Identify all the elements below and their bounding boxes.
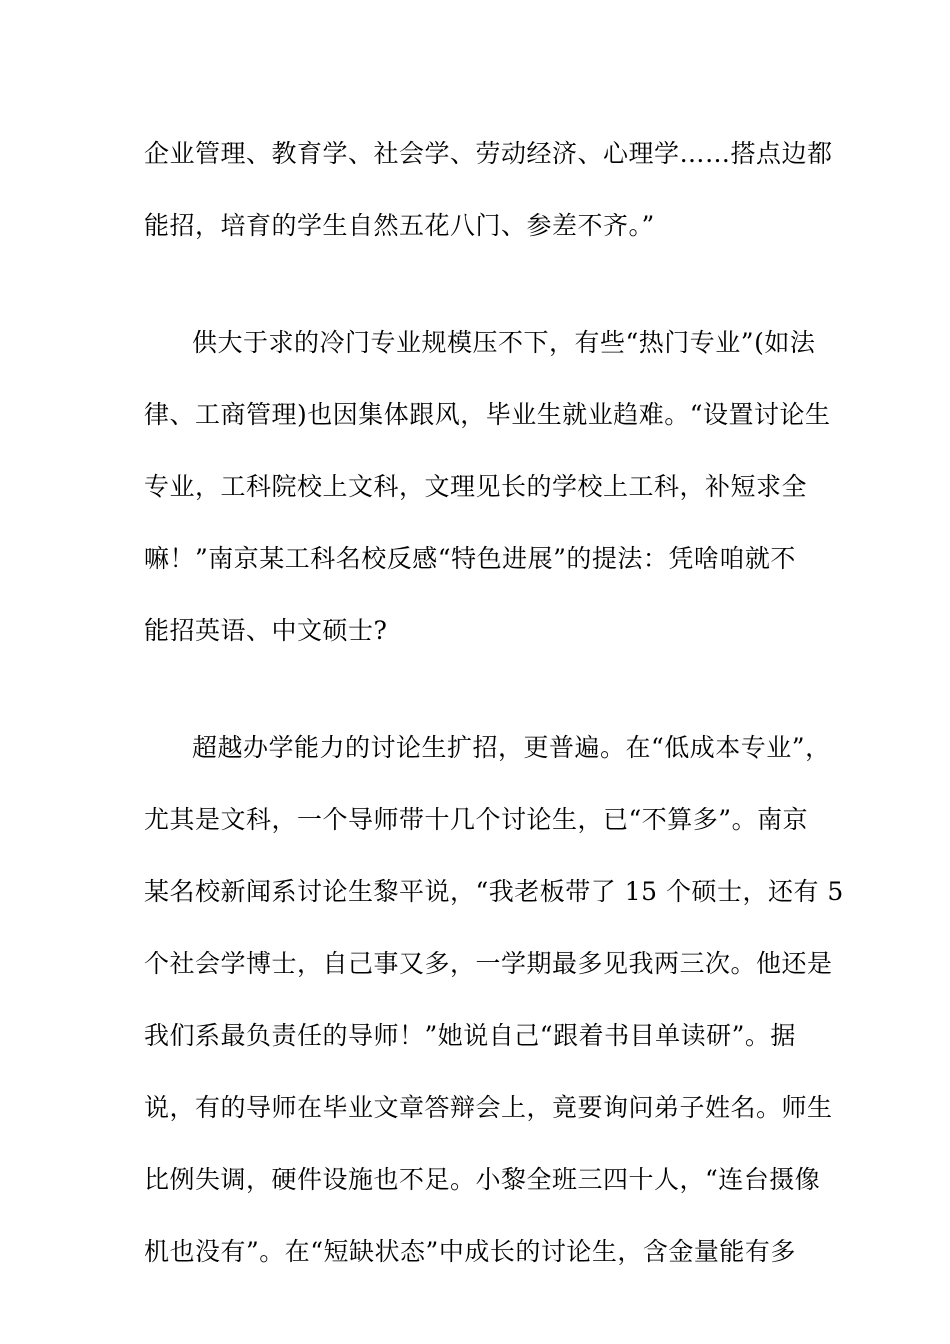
text-line: 供大于求的冷门专业规模压不下，有些“热门专业”(如法 [192,328,816,357]
text-line: 律、工商管理)也因集体跟风，毕业生就业趋难。“设置讨论生 [144,400,831,429]
text-line: 我们系最负责任的导师！”她说自己“跟着书目单读研”。据 [144,1021,796,1050]
text-line: 某名校新闻系讨论生黎平说，“我老板带了 15 个硕士，还有 5 [144,877,844,906]
paragraph-1 [144,118,833,262]
document-body [144,118,844,1288]
text-line: 尤其是文科，一个导师带十几个讨论生，已“不算多”。南京 [144,805,809,834]
paragraph-2 [144,307,831,667]
text-line: 超越办学能力的讨论生扩招，更普遍。在“低成本专业”， [192,733,831,762]
text-line: 比例失调，硬件设施也不足。小黎全班三四十人，“连台摄像 [144,1165,821,1194]
text-line: 说，有的导师在毕业文章答辩会上，竟要询问弟子姓名。师生 [144,1093,833,1122]
text-line: 专业，工科院校上文科，文理见长的学校上工科，补短求全 [144,472,808,501]
text-line: 能招，培育的学生自然五花八门、参差不齐。” [144,211,655,240]
paragraph-3 [144,712,844,1288]
text-line: 机也没有”。在“短缺状态”中成长的讨论生，含金量能有多 [144,1237,796,1266]
text-line: 嘛！”南京某工科名校反感“特色进展”的提法：凭啥咱就不 [144,544,796,573]
text-line: 企业管理、教育学、社会学、劳动经济、心理学……搭点边都 [144,139,833,168]
text-line: 个社会学博士，自己事又多，一学期最多见我两三次。他还是 [144,949,833,978]
text-line: 能招英语、中文硕士? [144,616,388,645]
